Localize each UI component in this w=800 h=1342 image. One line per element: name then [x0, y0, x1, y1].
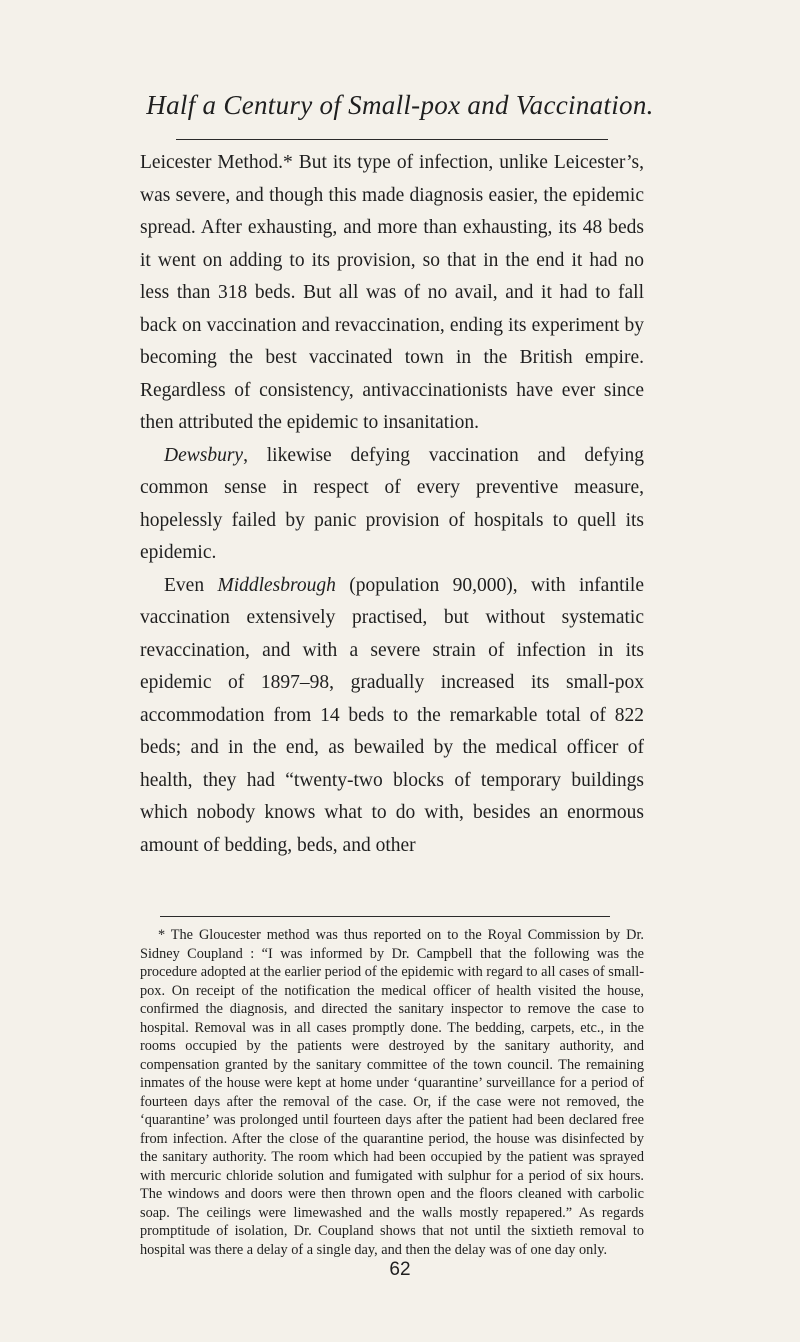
page-number: 62	[389, 1259, 411, 1280]
paragraph-2-text: , likewise defying vaccination and defying common sense in respect of every preventive measure, hopelessly failed by panic provision of hospitals to quell its epidemic.	[140, 444, 644, 563]
body-text	[140, 147, 644, 862]
paragraph-3	[140, 570, 644, 863]
paragraph-1-text: Leicester Method.* But its type of infection, unlike Leicester’s, was severe, and though this made diagnosis easier, the epidemic spread. After exhausting, and more than exhausting, its 48 beds it went on adding to its provision, so that in the end it had no less than 318 beds. But all was of no avail, and it had to fall back on vaccination and revaccination, ending its experiment by becoming the best vaccinated town in the British empire. Regardless of consistency, antivaccinationists have ever since then attributed the epidemic to insanitation.	[140, 152, 644, 433]
footnote: * The Gloucester method was thus reported on to the Royal Commission by Dr. Sidney Coupland : “I was informed by Dr. Campbell that the following was the procedure adopted at the earlier period of the epidemic with regard to all cases of small-pox. On receipt of the notification the medical officer of health visited the house, confirmed the diagnosis, and directed the sanitary inspector to remove the case to hospital. Removal was in all cases promptly done. The bedding, carpets, etc., in the rooms occupied by the patients were destroyed by the sanitary authority, and compensation granted by the sanitary committee of the town council. The remaining inmates of the house were kept at home under ‘quarantine’ surveillance for a period of fourteen days after the removal of the case. Or, if the case were not removed, the ‘quarantine’ was prolonged until fourteen days after the patient had been declared free from infection. After the close of the quarantine period, the house was disinfected by the sanitary authority. The room which had been occupied by the patient was sprayed with mercuric chloride solution and fumigated with sulphur for a period of six hours. The windows and doors were then thrown open and the floors cleaned with carbolic soap. The ceilings were limewashed and the walls mostly repapered.” As regards promptitude of isolation, Dr. Coupland shows that not until the sixtieth removal to hospital was there a delay of a single day, and then the delay was of one day only.	[140, 927, 644, 1258]
paragraph-2	[140, 440, 644, 570]
paragraph-3-lead: Even	[164, 574, 218, 596]
place-name-middlesbrough: Middlesbrough	[217, 574, 336, 596]
footnote-rule	[160, 916, 610, 917]
paragraph-1	[140, 147, 644, 440]
place-name-dewsbury: Dewsbury	[164, 444, 244, 466]
header-rule	[176, 139, 608, 140]
running-head: Half a Century of Small-pox and Vaccination.	[146, 90, 654, 120]
paragraph-3-text: (population 90,000), with infantile vaccination extensively practised, but without systematic revaccination, and with a severe strain of infection in its epidemic of 1897–98, gradually increased its small-pox accommodation from 14 beds to the remarkable total of 822 beds; and in the end, as bewailed by the medical officer of health, they had “twenty-two blocks of temporary buildings which nobody knows what to do with, besides an enormous amount of bedding, beds, and other	[140, 574, 644, 856]
